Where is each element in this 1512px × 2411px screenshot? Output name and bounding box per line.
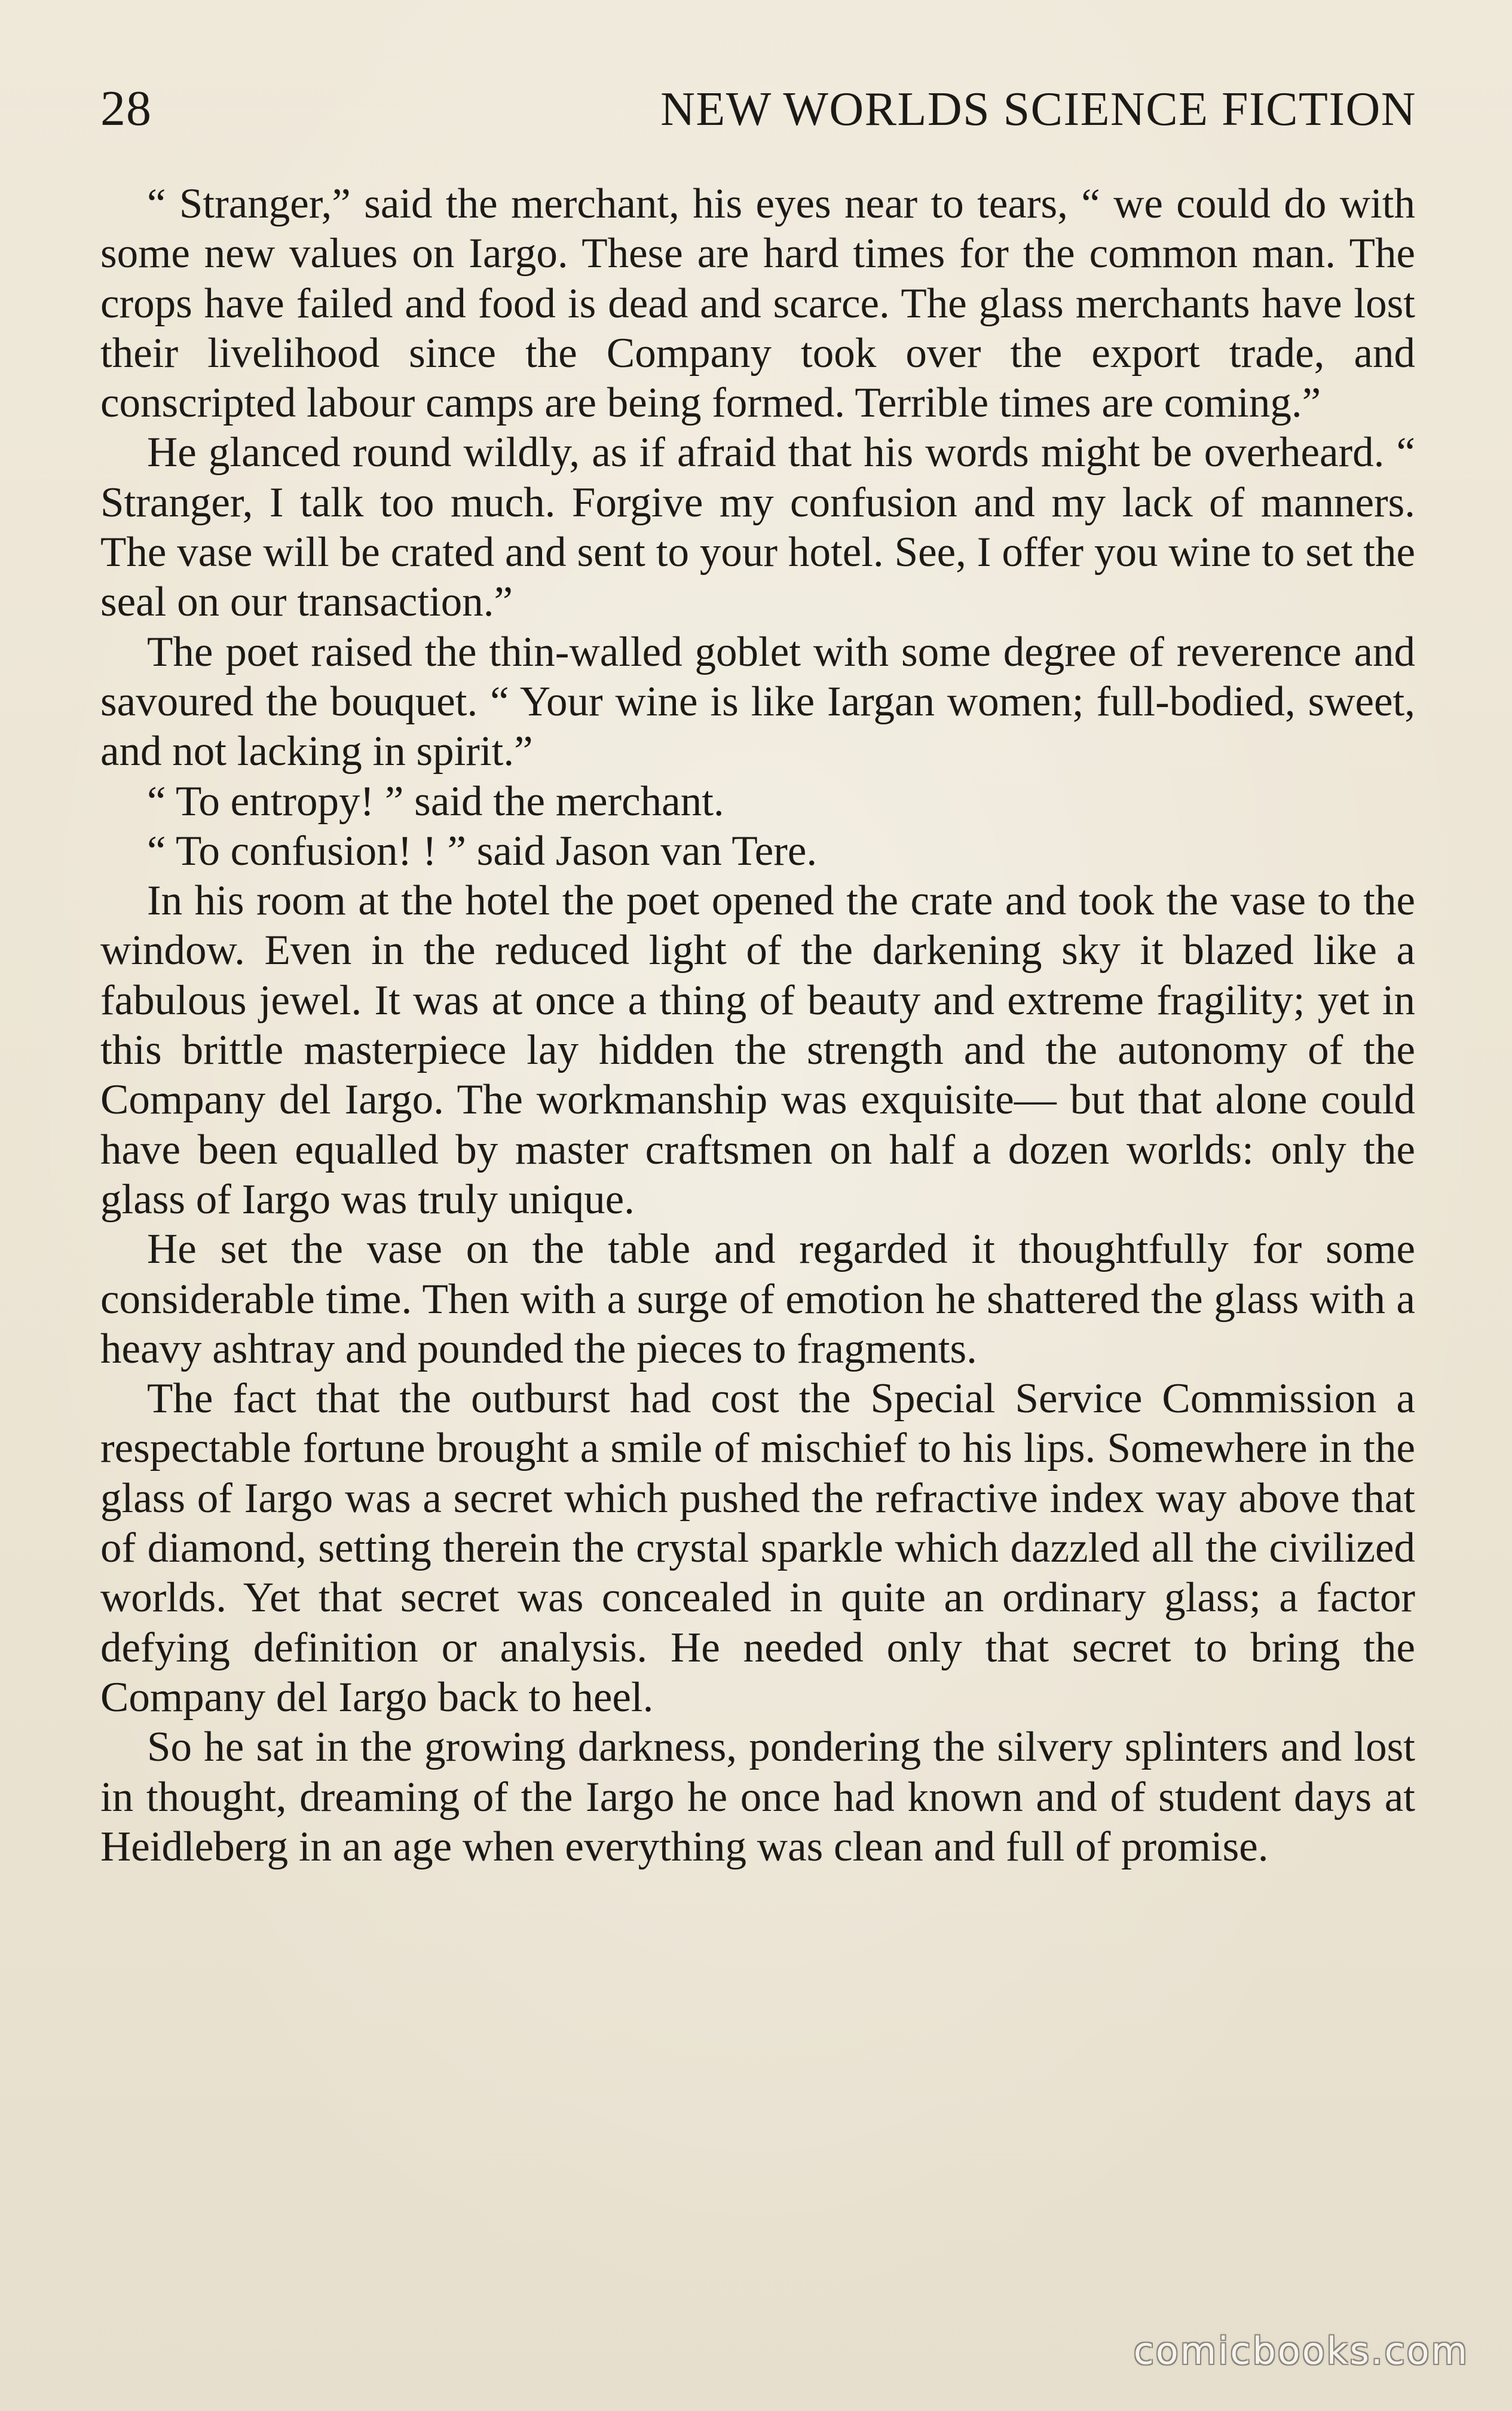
paragraph: He glanced round wildly, as if afraid that his words might be overheard. “ Stranger, I talk too much. Forgive my confusion and my lack of manners. The vase will be crated and sent to your hotel. See, I offer you wine to set the seal on our transaction.” bbox=[100, 429, 1415, 626]
paragraph: The poet raised the thin-walled goblet with some degree of reverence and savoured the bouquet. “ Your wine is like Iargan women; full-bodied, sweet, and not lacking in spirit.” bbox=[100, 628, 1415, 775]
paragraph: “ To entropy! ” said the merchant. bbox=[147, 778, 724, 825]
paragraph: In his room at the hotel the poet opened the crate and took the vase to the window. Even in the reduced light of the darkening sky it blazed like a fabulous jewel. It was at once a thing of beauty and extreme fragility; yet in this brittle masterpiece lay hidden the strength and the autonomy of the Company del Iargo. The workmanship was exquisite— but that alone could have been equalled by master craftsmen on half a dozen worlds: only the glass of Iargo was truly unique. bbox=[100, 877, 1415, 1223]
paragraph: He set the vase on the table and regarded it thoughtfully for some considerable time. Then with a surge of emotion he shattered the glass with a heavy ashtray and pounded the pieces to fragments. bbox=[100, 1226, 1415, 1372]
paragraph: “ To confusion! ! ” said Jason van Tere. bbox=[147, 827, 818, 874]
paragraph: “ Stranger,” said the merchant, his eyes near to tears, “ we could do with some new values on Iargo. These are hard times for the common man. The crops have failed and food is dead and scarce. The glass merchants have lost their livelihood since the Company took over the export trade, and conscripted labour camps are being formed. Terrible times are coming.” bbox=[100, 180, 1415, 427]
running-head: NEW WORLDS SCIENCE FICTION bbox=[660, 83, 1416, 136]
paragraph: So he sat in the growing darkness, pondering the silvery splinters and lost in thought, dreaming of the Iargo he once had known and of student days at Heidleberg in an age when everything was clean and full of promise. bbox=[100, 1724, 1415, 1870]
watermark: comicbooks.com bbox=[1133, 2329, 1469, 2373]
body-text bbox=[100, 179, 1415, 1872]
page-number: 28 bbox=[100, 81, 152, 136]
paragraph: The fact that the outburst had cost the Special Service Commission a respectable fortune brought a smile of mischief to his lips. Somewhere in the glass of Iargo was a secret which pushed the refractive index way above that of diamond, setting therein the crystal sparkle which dazzled all the civilized worlds. Yet that secret was concealed in quite an ordinary glass; a factor defying definition or analysis. He needed only that secret to bring the Company del Iargo back to heel. bbox=[100, 1375, 1415, 1721]
page-header bbox=[100, 79, 1416, 139]
